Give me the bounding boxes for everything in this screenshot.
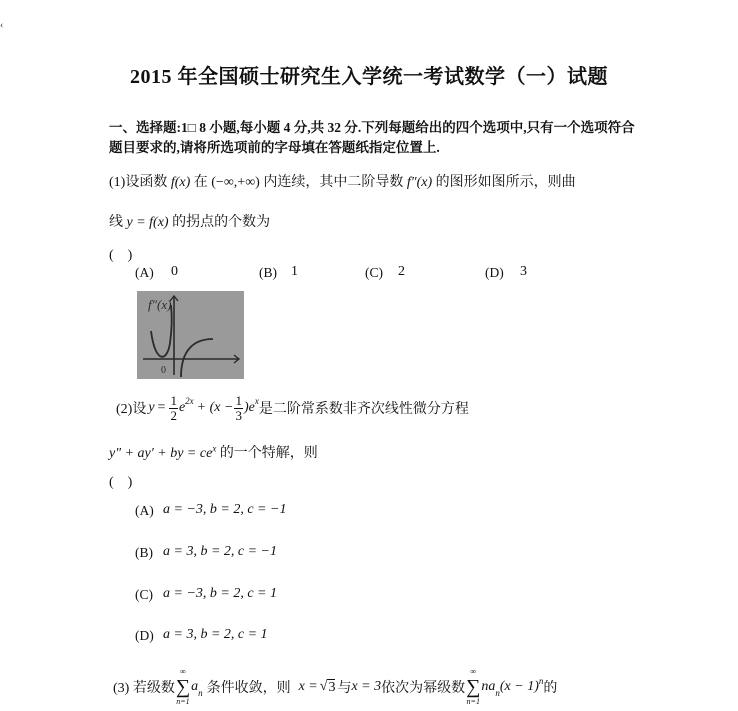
derivative-graph-sketch: [137, 291, 244, 379]
q2-option-c-value: a = −3, b = 2, c = 1: [163, 586, 278, 601]
q3-sum2-sigma: ∑: [466, 676, 481, 698]
q2-option-a-value: a = −3, b = 2, c = −1: [163, 502, 287, 517]
q1-option-c-value: 2: [398, 264, 405, 279]
q1-figure-photo: [137, 291, 244, 379]
q1-option-d-value: 3: [520, 264, 527, 279]
section-heading-line1: 一、选择题:1□ 8 小题,每小题 4 分,共 32 分.下列每题给出的四个选项中,只有一个选项符合: [109, 120, 635, 135]
q3-mid2: 与: [337, 681, 352, 696]
q1-mid: 内连续，其中二阶导数: [263, 175, 404, 190]
q3-suffix: 的: [543, 681, 558, 696]
q3-a: a: [191, 679, 199, 694]
q2-f1-den: 2: [170, 407, 177, 423]
q1-in: 在: [193, 175, 208, 190]
q1-suffix: 的图形如图所示，则曲: [435, 175, 576, 190]
q2-e1-exp: 2x: [185, 396, 194, 406]
q1-option-a-label: (A): [135, 265, 154, 280]
q3-term2: (x − 1): [499, 679, 539, 694]
q3-sqrt-value: 3: [328, 679, 336, 695]
q2-option-d-label: (D): [135, 628, 154, 643]
graph-axis-label: f″(x): [148, 297, 172, 312]
q2-fraction-1: [169, 394, 178, 423]
q1-prefix: (1)设函数: [109, 175, 168, 190]
page-title: 2015 年全国硕士研究生入学统一考试数学（一）试题: [130, 66, 608, 88]
q2-option-c-label: (C): [135, 587, 153, 602]
q1-option-b-value: 1: [291, 264, 298, 279]
q2-ode-suffix: 的一个特解，则: [219, 446, 318, 461]
q2-fraction-2: [234, 394, 243, 423]
q3-sum2-top: ∞: [470, 667, 477, 676]
q3-x1: x =: [298, 679, 318, 694]
corner-mark: ‹: [0, 20, 4, 31]
q2-option-d-value: a = 3, b = 2, c = 1: [163, 627, 268, 642]
q1-line2-suffix: 的拐点的个数为: [172, 215, 271, 230]
q3-sum-2: [466, 667, 480, 707]
q2-option-b-value: a = 3, b = 2, c = −1: [163, 544, 278, 559]
q2-close: )e: [243, 400, 255, 415]
q1-stem-line2: [109, 211, 270, 231]
q3-sum1-sigma: ∑: [175, 676, 191, 698]
q3-term-exp: n: [538, 676, 544, 686]
q3-sum2-bottom: n=1: [466, 697, 480, 706]
q2-ode-exp: x: [212, 443, 217, 454]
q2-f1-num: 1: [170, 392, 177, 408]
q1-option-a-value: 0: [171, 264, 178, 279]
q2-suffix: 是二阶常系数非齐次线性微分方程: [258, 402, 469, 417]
q1-line2-prefix: 线: [109, 215, 123, 230]
q2-eq: =: [157, 400, 166, 415]
q2-stem-line2: [109, 442, 318, 462]
q2-option-a-label: (A): [135, 503, 154, 518]
q2-f2-den: 3: [235, 407, 242, 423]
q3-sqrt-symbol: √: [319, 679, 328, 694]
graph-origin-label: 0: [161, 365, 166, 376]
q2-prefix: (2)设: [116, 402, 147, 417]
q3-mid3: 依次为幂级数: [381, 681, 466, 696]
q2-answer-paren: ( ): [109, 475, 133, 490]
q1-answer-paren: ( ): [109, 248, 133, 263]
q3-term: na: [481, 679, 496, 694]
q1-option-b-label: (B): [259, 265, 277, 280]
q2-e2-exp: x: [254, 396, 259, 406]
q1-option-d-label: (D): [485, 265, 504, 280]
q1-stem-line1: [109, 171, 576, 191]
q3-prefix: (3) 若级数: [113, 681, 175, 696]
q1-line2-eq: y = f(x): [126, 215, 169, 230]
q1-interval: (−∞,+∞): [211, 175, 260, 190]
q2-ode: y″ + ay′ + by = ce: [109, 446, 213, 461]
q3-x2: x = 3: [351, 679, 382, 694]
q2-stem-line1: [116, 388, 469, 428]
q3-sum-1: [176, 667, 190, 707]
q2-e1: e: [178, 400, 186, 415]
q2-plus: + (x −: [196, 400, 234, 415]
section-heading-line2: 题目要求的,请将所选项前的字母填在答题纸指定位置上.: [109, 140, 440, 155]
q1-deriv: f″(x): [406, 175, 433, 190]
q2-y: y: [148, 400, 155, 415]
q3-sum1-bottom: n=1: [176, 697, 190, 706]
q3-term-sub: n: [495, 688, 500, 698]
q3-mid1: 条件收敛，则: [206, 681, 291, 696]
q3-a-sub: n: [198, 688, 203, 698]
q1-func: f(x): [170, 175, 191, 190]
q2-option-b-label: (B): [135, 545, 153, 560]
q2-f2-num: 1: [235, 392, 242, 408]
q1-option-c-label: (C): [365, 265, 383, 280]
q3-sum1-top: ∞: [180, 667, 186, 676]
q3-stem-line1: [113, 664, 557, 710]
